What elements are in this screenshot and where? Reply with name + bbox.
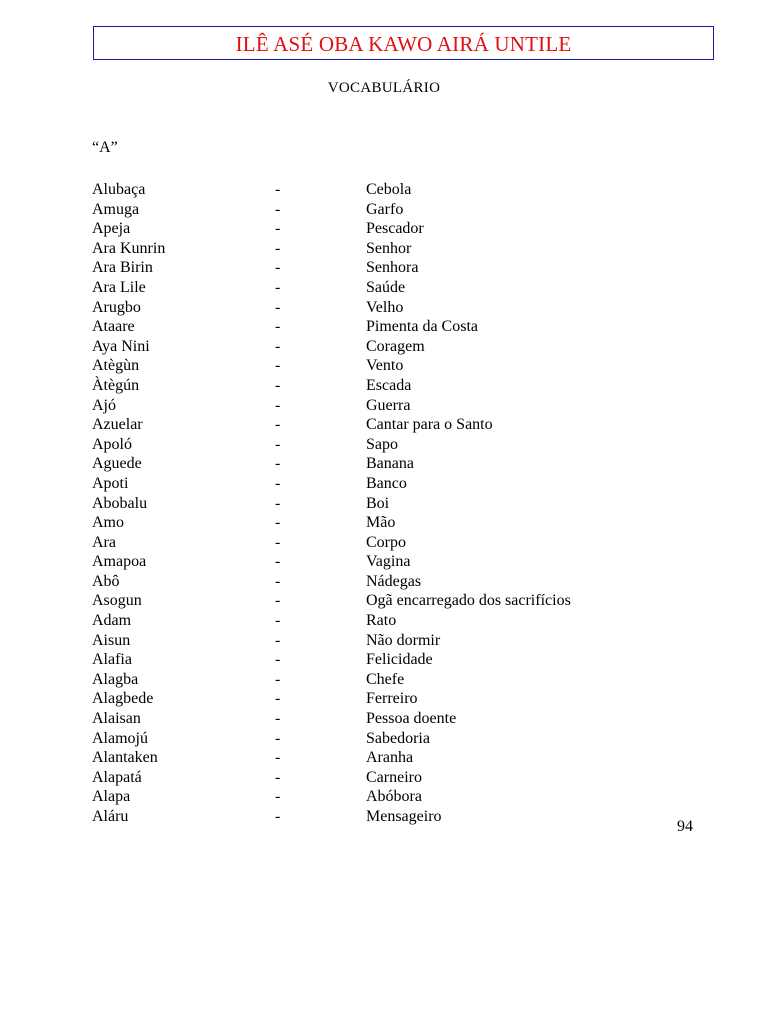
vocab-meaning: Rato (366, 612, 397, 630)
vocab-row (0, 474, 768, 494)
vocab-separator: - (275, 572, 281, 590)
vocab-term: Apeja (92, 220, 131, 238)
vocab-separator: - (275, 455, 281, 473)
vocab-separator: - (275, 553, 281, 571)
vocab-row (0, 709, 768, 729)
vocab-row (0, 239, 768, 259)
vocab-row (0, 298, 768, 318)
vocab-term: Abobalu (92, 494, 148, 512)
vocab-term: Abô (92, 572, 120, 590)
vocab-meaning: Chefe (366, 670, 405, 688)
header-box (93, 26, 714, 60)
vocab-separator: - (275, 181, 281, 198)
vocab-meaning: Aranha (366, 749, 414, 767)
vocab-term: Aya Nini (92, 337, 150, 355)
vocab-separator: - (275, 396, 281, 414)
vocab-term: Alapa (92, 788, 131, 806)
vocab-separator: - (275, 808, 281, 825)
vocab-row (0, 650, 768, 670)
vocab-row (0, 258, 768, 278)
vocab-term: Arugbo (92, 298, 141, 316)
vocab-separator: - (275, 435, 281, 453)
vocab-term: Aguede (92, 455, 142, 473)
vocab-separator: - (275, 612, 281, 630)
vocab-term: Alantaken (92, 749, 158, 767)
vocab-term: Atègùn (92, 357, 140, 375)
vocab-row (0, 552, 768, 572)
vocab-separator: - (275, 318, 281, 336)
vocab-row (0, 787, 768, 807)
vocab-row (0, 729, 768, 749)
vocab-term: Alagbede (92, 690, 154, 708)
vocab-row (0, 278, 768, 298)
vocab-row (0, 317, 768, 337)
vocab-separator: - (275, 729, 281, 747)
vocab-separator: - (275, 631, 281, 649)
vocab-meaning: Senhora (366, 259, 419, 277)
vocab-meaning: Pessoa doente (366, 710, 457, 728)
vocab-term: Ara Kunrin (92, 239, 166, 257)
vocab-row (0, 768, 768, 788)
vocab-meaning: Banana (366, 455, 414, 473)
vocab-separator: - (275, 690, 281, 708)
vocab-term: Alagba (92, 670, 139, 688)
vocab-term: Alapatá (92, 768, 142, 786)
vocab-meaning: Mão (366, 514, 396, 532)
vocab-term: Amo (92, 514, 124, 532)
vocab-row (0, 533, 768, 553)
vocab-meaning: Escada (366, 376, 412, 394)
vocab-separator: - (275, 788, 281, 806)
vocab-meaning: Ogã encarregado dos sacrifícios (366, 592, 571, 610)
vocab-separator: - (275, 494, 281, 512)
vocab-meaning: Sabedoria (366, 729, 430, 747)
vocab-separator: - (275, 357, 281, 375)
vocab-separator: - (275, 416, 281, 434)
vocab-separator: - (275, 239, 281, 257)
section-letter: “A” (92, 139, 118, 156)
vocab-meaning: Pimenta da Costa (366, 318, 478, 336)
page-header-title: ILÊ ASÉ OBA KAWO AIRÁ UNTILE (235, 31, 572, 56)
vocab-separator: - (275, 298, 281, 316)
vocab-term: Adam (92, 612, 132, 630)
vocab-row (0, 337, 768, 357)
vocab-row (0, 180, 768, 200)
vocab-meaning: Vento (366, 357, 404, 375)
vocab-meaning: Velho (366, 298, 404, 316)
vocab-meaning: Vagina (366, 553, 411, 571)
vocab-meaning: Sapo (366, 435, 398, 453)
vocab-meaning: Boi (366, 494, 390, 512)
vocab-meaning: Corpo (366, 533, 406, 551)
vocab-row (0, 200, 768, 220)
vocab-meaning: Cantar para o Santo (366, 416, 493, 434)
vocab-row (0, 376, 768, 396)
vocab-term: Amuga (92, 200, 140, 218)
vocab-row (0, 611, 768, 631)
vocab-term: Aisun (92, 631, 131, 649)
vocab-meaning: Não dormir (366, 631, 441, 649)
vocab-term: Ajó (92, 396, 116, 414)
vocab-separator: - (275, 670, 281, 688)
vocab-meaning: Felicidade (366, 651, 433, 669)
vocab-row (0, 748, 768, 768)
vocab-term: Alafia (92, 651, 132, 669)
vocab-term: Ara (92, 533, 116, 551)
vocab-row (0, 689, 768, 709)
vocab-meaning: Garfo (366, 200, 404, 218)
vocab-term: Ara Lile (92, 278, 146, 296)
vocab-term: Àtègún (92, 376, 140, 394)
vocab-row (0, 356, 768, 376)
vocab-meaning: Nádegas (366, 572, 422, 590)
vocab-row (0, 572, 768, 592)
vocab-term: Apoti (92, 474, 129, 492)
vocab-term: Ataare (92, 318, 135, 336)
vocab-row (0, 631, 768, 651)
vocab-row (0, 219, 768, 239)
vocab-meaning: Mensageiro (366, 808, 442, 825)
vocab-separator: - (275, 533, 281, 551)
vocab-separator: - (275, 592, 281, 610)
vocab-row (0, 513, 768, 533)
vocab-meaning: Ferreiro (366, 690, 418, 708)
vocab-meaning: Carneiro (366, 768, 422, 786)
vocab-row (0, 591, 768, 611)
vocab-term: Alaisan (92, 710, 141, 728)
vocab-row (0, 807, 768, 827)
vocab-separator: - (275, 514, 281, 532)
vocab-row (0, 670, 768, 690)
page-subtitle: VOCABULÁRIO (327, 80, 441, 96)
vocab-separator: - (275, 376, 281, 394)
vocab-term: Alamojú (92, 729, 148, 747)
vocab-term: Amapoa (92, 553, 147, 571)
vocab-row (0, 396, 768, 416)
vocab-term: Aláru (92, 808, 129, 825)
page-number: 94 (677, 818, 693, 835)
vocab-separator: - (275, 768, 281, 786)
vocab-meaning: Senhor (366, 239, 412, 257)
vocab-row (0, 415, 768, 435)
vocab-meaning: Pescador (366, 220, 424, 238)
vocab-row (0, 435, 768, 455)
vocab-term: Apoló (92, 435, 132, 453)
vocab-row (0, 494, 768, 514)
vocab-separator: - (275, 651, 281, 669)
vocab-separator: - (275, 220, 281, 238)
vocab-separator: - (275, 278, 281, 296)
vocab-separator: - (275, 749, 281, 767)
vocab-separator: - (275, 710, 281, 728)
vocab-term: Azuelar (92, 416, 143, 434)
vocab-meaning: Banco (366, 474, 407, 492)
vocab-meaning: Cebola (366, 181, 412, 198)
vocab-separator: - (275, 259, 281, 277)
vocab-separator: - (275, 337, 281, 355)
vocab-meaning: Saúde (366, 278, 406, 296)
vocab-meaning: Coragem (366, 337, 425, 355)
vocab-term: Asogun (92, 592, 142, 610)
vocabulary-list (0, 180, 768, 827)
vocab-separator: - (275, 200, 281, 218)
vocab-separator: - (275, 474, 281, 492)
vocab-row (0, 454, 768, 474)
vocab-meaning: Guerra (366, 396, 411, 414)
vocab-term: Ara Birin (92, 259, 153, 277)
vocab-term: Alubaça (92, 181, 146, 198)
vocab-meaning: Abóbora (366, 788, 422, 806)
